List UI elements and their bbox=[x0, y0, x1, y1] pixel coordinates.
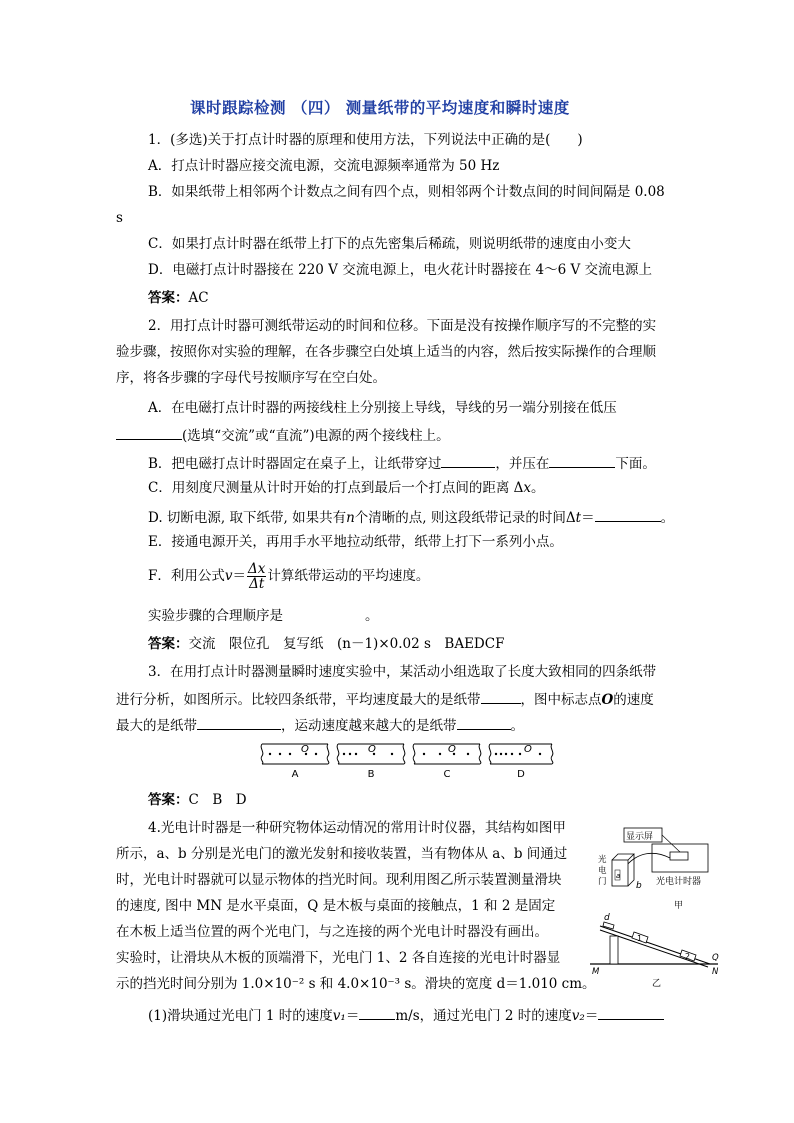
blank[interactable] bbox=[197, 714, 281, 730]
equals: ＝ bbox=[232, 568, 247, 584]
answer-value: C B D bbox=[188, 792, 247, 808]
var-v1: v₁ bbox=[332, 1008, 346, 1024]
figure-jia-photogate bbox=[596, 826, 716, 918]
q2-step-f bbox=[148, 562, 429, 591]
caption-yi: 乙 bbox=[652, 979, 662, 989]
q4-line2: 所示，a、b 分别是光电门的激光发射和接收装置，当有物体从 a、b 间通过 bbox=[116, 846, 568, 862]
q3-text6: 。 bbox=[510, 718, 524, 734]
label-d: d bbox=[604, 913, 610, 923]
q2-step-b-text3: 下面。 bbox=[615, 456, 656, 472]
q1-option-d: D．电磁打点计时器接在 220 V 交流电源上，电火花计时器接在 4～6 V 交流电源上 bbox=[148, 262, 653, 278]
q4-line6: 实验时，让滑块从木板的顶端滑下，光电门 1、2 各自连接的光电计时器显 bbox=[116, 950, 561, 966]
tape-a-label: A bbox=[291, 769, 299, 780]
q3-text1: 进行分析，如图所示。比较四条纸带，平均速度最大的是纸带 bbox=[116, 692, 481, 708]
q2-stem-line3: 序，将各步骤的字母代号按顺序写在空白处。 bbox=[116, 370, 386, 386]
q2-stem-line2: 验步骤，按照你对实验的理解，在各步骤空白处填上适当的内容，然后按实际操作的合理顺 bbox=[116, 344, 656, 360]
label-n: N bbox=[712, 967, 719, 977]
blank[interactable] bbox=[116, 424, 182, 440]
tape-d-label: D bbox=[517, 769, 525, 780]
q2-step-c-text: C．用刻度尺测量从计时开始的打点到最后一个打点间的距离 Δ bbox=[148, 480, 524, 496]
var-v2: v₂ bbox=[571, 1008, 585, 1024]
q4-line4: 的速度, 图中 MN 是水平桌面，Q 是木板与桌面的接触点，1 和 2 是固定 bbox=[116, 898, 556, 914]
var-x: x bbox=[523, 480, 531, 496]
q1-option-b-cont: s bbox=[116, 210, 123, 226]
q3-stem-line2 bbox=[116, 688, 654, 710]
q2-step-a-text: (选填“交流”或“直流”)电源的两个接线柱上。 bbox=[182, 428, 450, 444]
blank[interactable] bbox=[549, 452, 615, 468]
q2-step-a-cont bbox=[116, 424, 450, 446]
gate-label-2: 电 bbox=[598, 866, 607, 876]
q2-answer bbox=[148, 634, 504, 654]
page-title: 课时跟踪检测 （四） 测量纸带的平均速度和瞬时速度 bbox=[190, 99, 570, 117]
equals: ＝ bbox=[584, 1008, 599, 1024]
fraction-numerator: Δx bbox=[248, 561, 266, 577]
tape-b-point-label: O bbox=[368, 744, 376, 755]
figure-yi-incline bbox=[586, 912, 726, 992]
blank[interactable] bbox=[441, 452, 495, 468]
gate-label-3: 门 bbox=[598, 877, 607, 887]
answer-label: 答案： bbox=[148, 290, 189, 306]
gate-2-label: 2 bbox=[685, 952, 691, 961]
label-a: a bbox=[616, 872, 621, 880]
screen-label: 显示屏 bbox=[626, 832, 654, 842]
tape-c-point-label: O bbox=[448, 744, 456, 755]
var-n: n bbox=[346, 510, 355, 526]
answer-value: AC bbox=[188, 290, 209, 306]
answer-value: 交流 限位孔 复写纸 (n－1)×0.02 s BAEDCF bbox=[188, 636, 505, 652]
q1-option-c: C．如果打点计时器在纸带上打下的点先密集后稀疏，则说明纸带的速度由小变大 bbox=[148, 236, 631, 252]
q4-sub1-text2: m/s，通过光电门 2 时的速度 bbox=[395, 1008, 572, 1024]
q4-sub1 bbox=[148, 1004, 664, 1026]
gate-label-1: 光 bbox=[598, 855, 607, 865]
q4-line3: 时，光电计时器就可以显示物体的挡光时间。现利用图乙所示装置测量滑块 bbox=[116, 872, 562, 888]
q2-step-d-end: 。 bbox=[660, 510, 675, 526]
q3-stem-line3 bbox=[116, 714, 524, 736]
blank[interactable] bbox=[598, 1004, 664, 1020]
q4-sub1-text1: (1)滑块通过光电门 1 时的速度 bbox=[148, 1008, 333, 1024]
answer-label: 答案： bbox=[148, 636, 189, 652]
q4-line7: 示的挡光时间分别为 1.0×10⁻² s 和 4.0×10⁻³ s。滑块的宽度 d＝1.010 cm。 bbox=[116, 976, 596, 992]
q3-text2: ，图中标志点 bbox=[520, 692, 602, 708]
tape-b bbox=[337, 744, 405, 780]
var-v: v bbox=[224, 568, 233, 584]
answer-label: 答案： bbox=[148, 792, 189, 808]
fraction bbox=[247, 562, 266, 591]
label-q: Q bbox=[712, 953, 719, 963]
label-m: M bbox=[592, 967, 600, 977]
q3-stem-line1: 3．在用打点计时器测量瞬时速度实验中，某活动小组选取了长度大致相同的四条纸带 bbox=[148, 664, 657, 680]
label-b: b bbox=[636, 881, 642, 891]
q2-step-f-text1: F．利用公式 bbox=[148, 568, 225, 584]
q2-order bbox=[148, 606, 379, 626]
q2-step-d-text1: D. 切断电源, 取下纸带, 如果共有 bbox=[148, 510, 347, 526]
equals: ＝ bbox=[345, 1008, 360, 1024]
tape-a bbox=[261, 744, 329, 780]
paper-tapes-figure bbox=[258, 740, 554, 782]
q2-step-a: A．在电磁打点计时器的两接线柱上分别接上导线，导线的另一端分别接在低压 bbox=[148, 400, 617, 416]
q1-option-b: B．如果纸带上相邻两个计数点之间有四个点，则相邻两个计数点间的时间间隔是 0.08 bbox=[148, 184, 665, 200]
q2-step-b-text2: ，并压在 bbox=[495, 456, 550, 472]
q1-answer bbox=[148, 288, 209, 308]
tape-b-label: B bbox=[367, 769, 375, 780]
q2-stem-line1: 2．用打点计时器可测纸带运动的时间和位移。下面是没有按操作顺序写的不完整的实 bbox=[148, 318, 657, 334]
tape-d bbox=[489, 744, 553, 780]
q2-step-b bbox=[148, 452, 656, 474]
q2-order-text: 实验步骤的合理顺序是 bbox=[148, 608, 283, 624]
q2-step-c bbox=[148, 478, 545, 498]
timer-label: 光电计时器 bbox=[656, 877, 702, 887]
q2-step-d-text2: 个清晰的点, 则这段纸带记录的时间Δ bbox=[354, 510, 576, 526]
q2-step-f-text2: 计算纸带运动的平均速度。 bbox=[267, 568, 430, 584]
var-t: t bbox=[575, 510, 582, 526]
q2-step-e: E．接通电源开关，再用手水平地拉动纸带，纸带上打下一系列小点。 bbox=[148, 534, 563, 550]
caption-jia: 甲 bbox=[674, 901, 684, 911]
tape-c-label: C bbox=[443, 769, 451, 780]
fraction-denominator: Δt bbox=[249, 576, 265, 592]
blank[interactable] bbox=[595, 506, 661, 522]
q4-line1: 4.光电计时器是一种研究物体运动情况的常用计时仪器，其结构如图甲 bbox=[148, 820, 566, 836]
equals: ＝ bbox=[581, 510, 595, 526]
q4-line5: 在木板上适当位置的两个光电门，与之连接的两个光电计时器没有画出。 bbox=[116, 924, 548, 940]
q2-step-c-end: 。 bbox=[531, 480, 545, 496]
q1-option-a: A．打点计时器应接交流电源，交流电源频率通常为 50 Hz bbox=[148, 158, 500, 174]
tape-c bbox=[413, 744, 481, 780]
q3-text4: 最大的是纸带 bbox=[116, 718, 197, 734]
blank[interactable] bbox=[457, 714, 511, 730]
q2-step-b-text1: B．把电磁打点计时器固定在桌子上，让纸带穿过 bbox=[148, 456, 442, 472]
q3-text5: ，运动速度越来越大的是纸带 bbox=[281, 718, 457, 734]
q1-stem: 1．(多选)关于打点计时器的原理和使用方法，下列说法中正确的是( ) bbox=[148, 132, 583, 148]
q3-answer bbox=[148, 790, 247, 810]
q2-order-end: 。 bbox=[365, 608, 379, 624]
tape-a-point-label: O bbox=[301, 744, 309, 755]
blank[interactable] bbox=[481, 688, 521, 704]
gate-1-label: 1 bbox=[637, 934, 643, 943]
q2-step-d bbox=[148, 506, 674, 528]
var-o: O bbox=[601, 692, 614, 708]
blank[interactable] bbox=[359, 1004, 395, 1020]
q3-text3: 的速度 bbox=[613, 692, 654, 708]
tape-d-point-label: O bbox=[524, 744, 532, 755]
